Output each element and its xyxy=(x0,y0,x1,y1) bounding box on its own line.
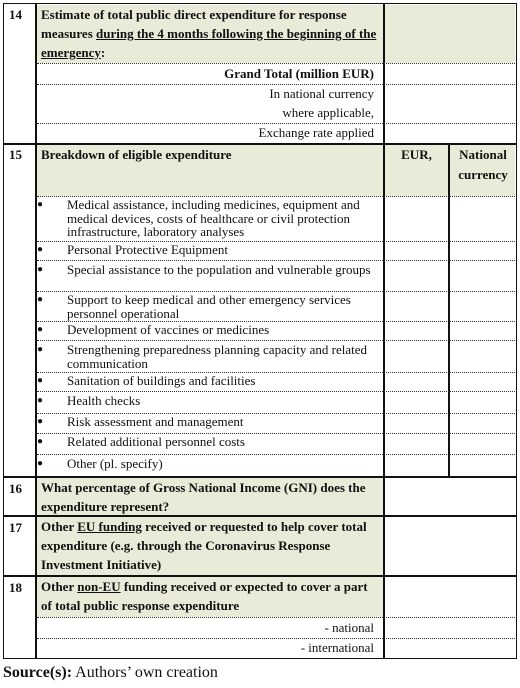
list-item: ● Risk assessment and management xyxy=(37,414,244,429)
list-item: ● Personal Protective Equipment xyxy=(37,242,229,257)
row-17-title-underlined: EU funding xyxy=(77,519,142,534)
bullet-icon: ● xyxy=(37,395,44,406)
dotted-line xyxy=(37,391,515,392)
row-14-title-text: Estimate of total public direct expenditure for response measures xyxy=(41,7,347,41)
bullet-icon: ● xyxy=(37,458,44,469)
row-number-15: 15 xyxy=(9,147,22,162)
row-number-18: 18 xyxy=(9,580,22,595)
where-applicable-label: where applicable, xyxy=(282,105,374,120)
row-number-16: 16 xyxy=(9,481,22,496)
row-14-title xyxy=(41,5,381,62)
dotted-line xyxy=(37,260,515,261)
dotted-line xyxy=(37,638,515,639)
international-label: - international xyxy=(300,640,374,655)
source-label: Source(s): xyxy=(3,664,73,681)
bullet-icon: ● xyxy=(37,375,44,386)
row-14-title-underlined: during the 4 months following the beginning of the emergency xyxy=(41,26,377,60)
bullet-icon: ● xyxy=(37,294,44,305)
bullet-icon: ● xyxy=(37,199,44,210)
dotted-line xyxy=(37,123,515,124)
list-item: ● Other (pl. specify) xyxy=(37,456,163,471)
bullet-icon: ● xyxy=(37,416,44,427)
row-15-title: Breakdown of eligible expenditure xyxy=(41,147,232,162)
list-item: ● Strengthening preparedness planning capacity and related communication xyxy=(37,342,367,371)
bullet-icon: ● xyxy=(37,324,44,335)
col-national-currency-header: National currency xyxy=(458,147,508,182)
list-item: ● Development of vaccines or medicines xyxy=(37,322,270,337)
row-18-title-underlined: non-EU xyxy=(77,579,121,594)
row-18-title: Other non-EU funding received or expected to cover a part of total public response expenditure xyxy=(41,579,368,613)
row-number-14: 14 xyxy=(9,7,22,22)
bullet-icon: ● xyxy=(37,344,44,355)
col-eur-header: EUR, xyxy=(401,147,432,162)
row-17-title: Other EU funding received or requested to help cover total expenditure (e.g. through the Coronavirus Response Investment Initiative) xyxy=(41,519,367,572)
row-16-title: What percentage of Gross National Income (GNI) does the expenditure represent? xyxy=(41,480,366,514)
source-text: Authors’ own creation xyxy=(72,664,218,681)
list-item: ● Related additional personnel costs xyxy=(37,434,245,449)
bullet-icon: ● xyxy=(37,264,44,275)
national-currency-label: In national currency xyxy=(269,86,374,101)
row-14-title-end: : xyxy=(100,45,106,60)
column-divider-value xyxy=(383,3,385,659)
bullet-icon: ● xyxy=(37,244,44,255)
shade-14-value-header xyxy=(385,5,515,63)
list-item: ● Support to keep medical and other emergency services personnel operational xyxy=(37,292,351,321)
national-label: - national xyxy=(324,620,374,635)
dotted-line xyxy=(37,63,515,64)
dotted-line xyxy=(37,454,515,455)
list-item: ● Special assistance to the population and vulnerable groups xyxy=(37,262,371,277)
grand-total-label: Grand Total (million EUR) xyxy=(224,66,374,81)
dotted-line xyxy=(37,340,515,341)
dotted-line xyxy=(37,617,515,618)
list-item: ● Sanitation of buildings and facilities xyxy=(37,373,256,388)
list-item: ● Medical assistance, including medicines, equipment and medical devices, costs of healthcare or civil protection infrastructure, laboratory analyses xyxy=(37,197,360,239)
exchange-rate-label: Exchange rate applied xyxy=(258,125,374,140)
source-caption xyxy=(3,664,218,682)
list-item: ● Health checks xyxy=(37,393,141,408)
bullet-icon: ● xyxy=(37,436,44,447)
dotted-line xyxy=(37,84,515,85)
row-number-17: 17 xyxy=(9,520,22,535)
